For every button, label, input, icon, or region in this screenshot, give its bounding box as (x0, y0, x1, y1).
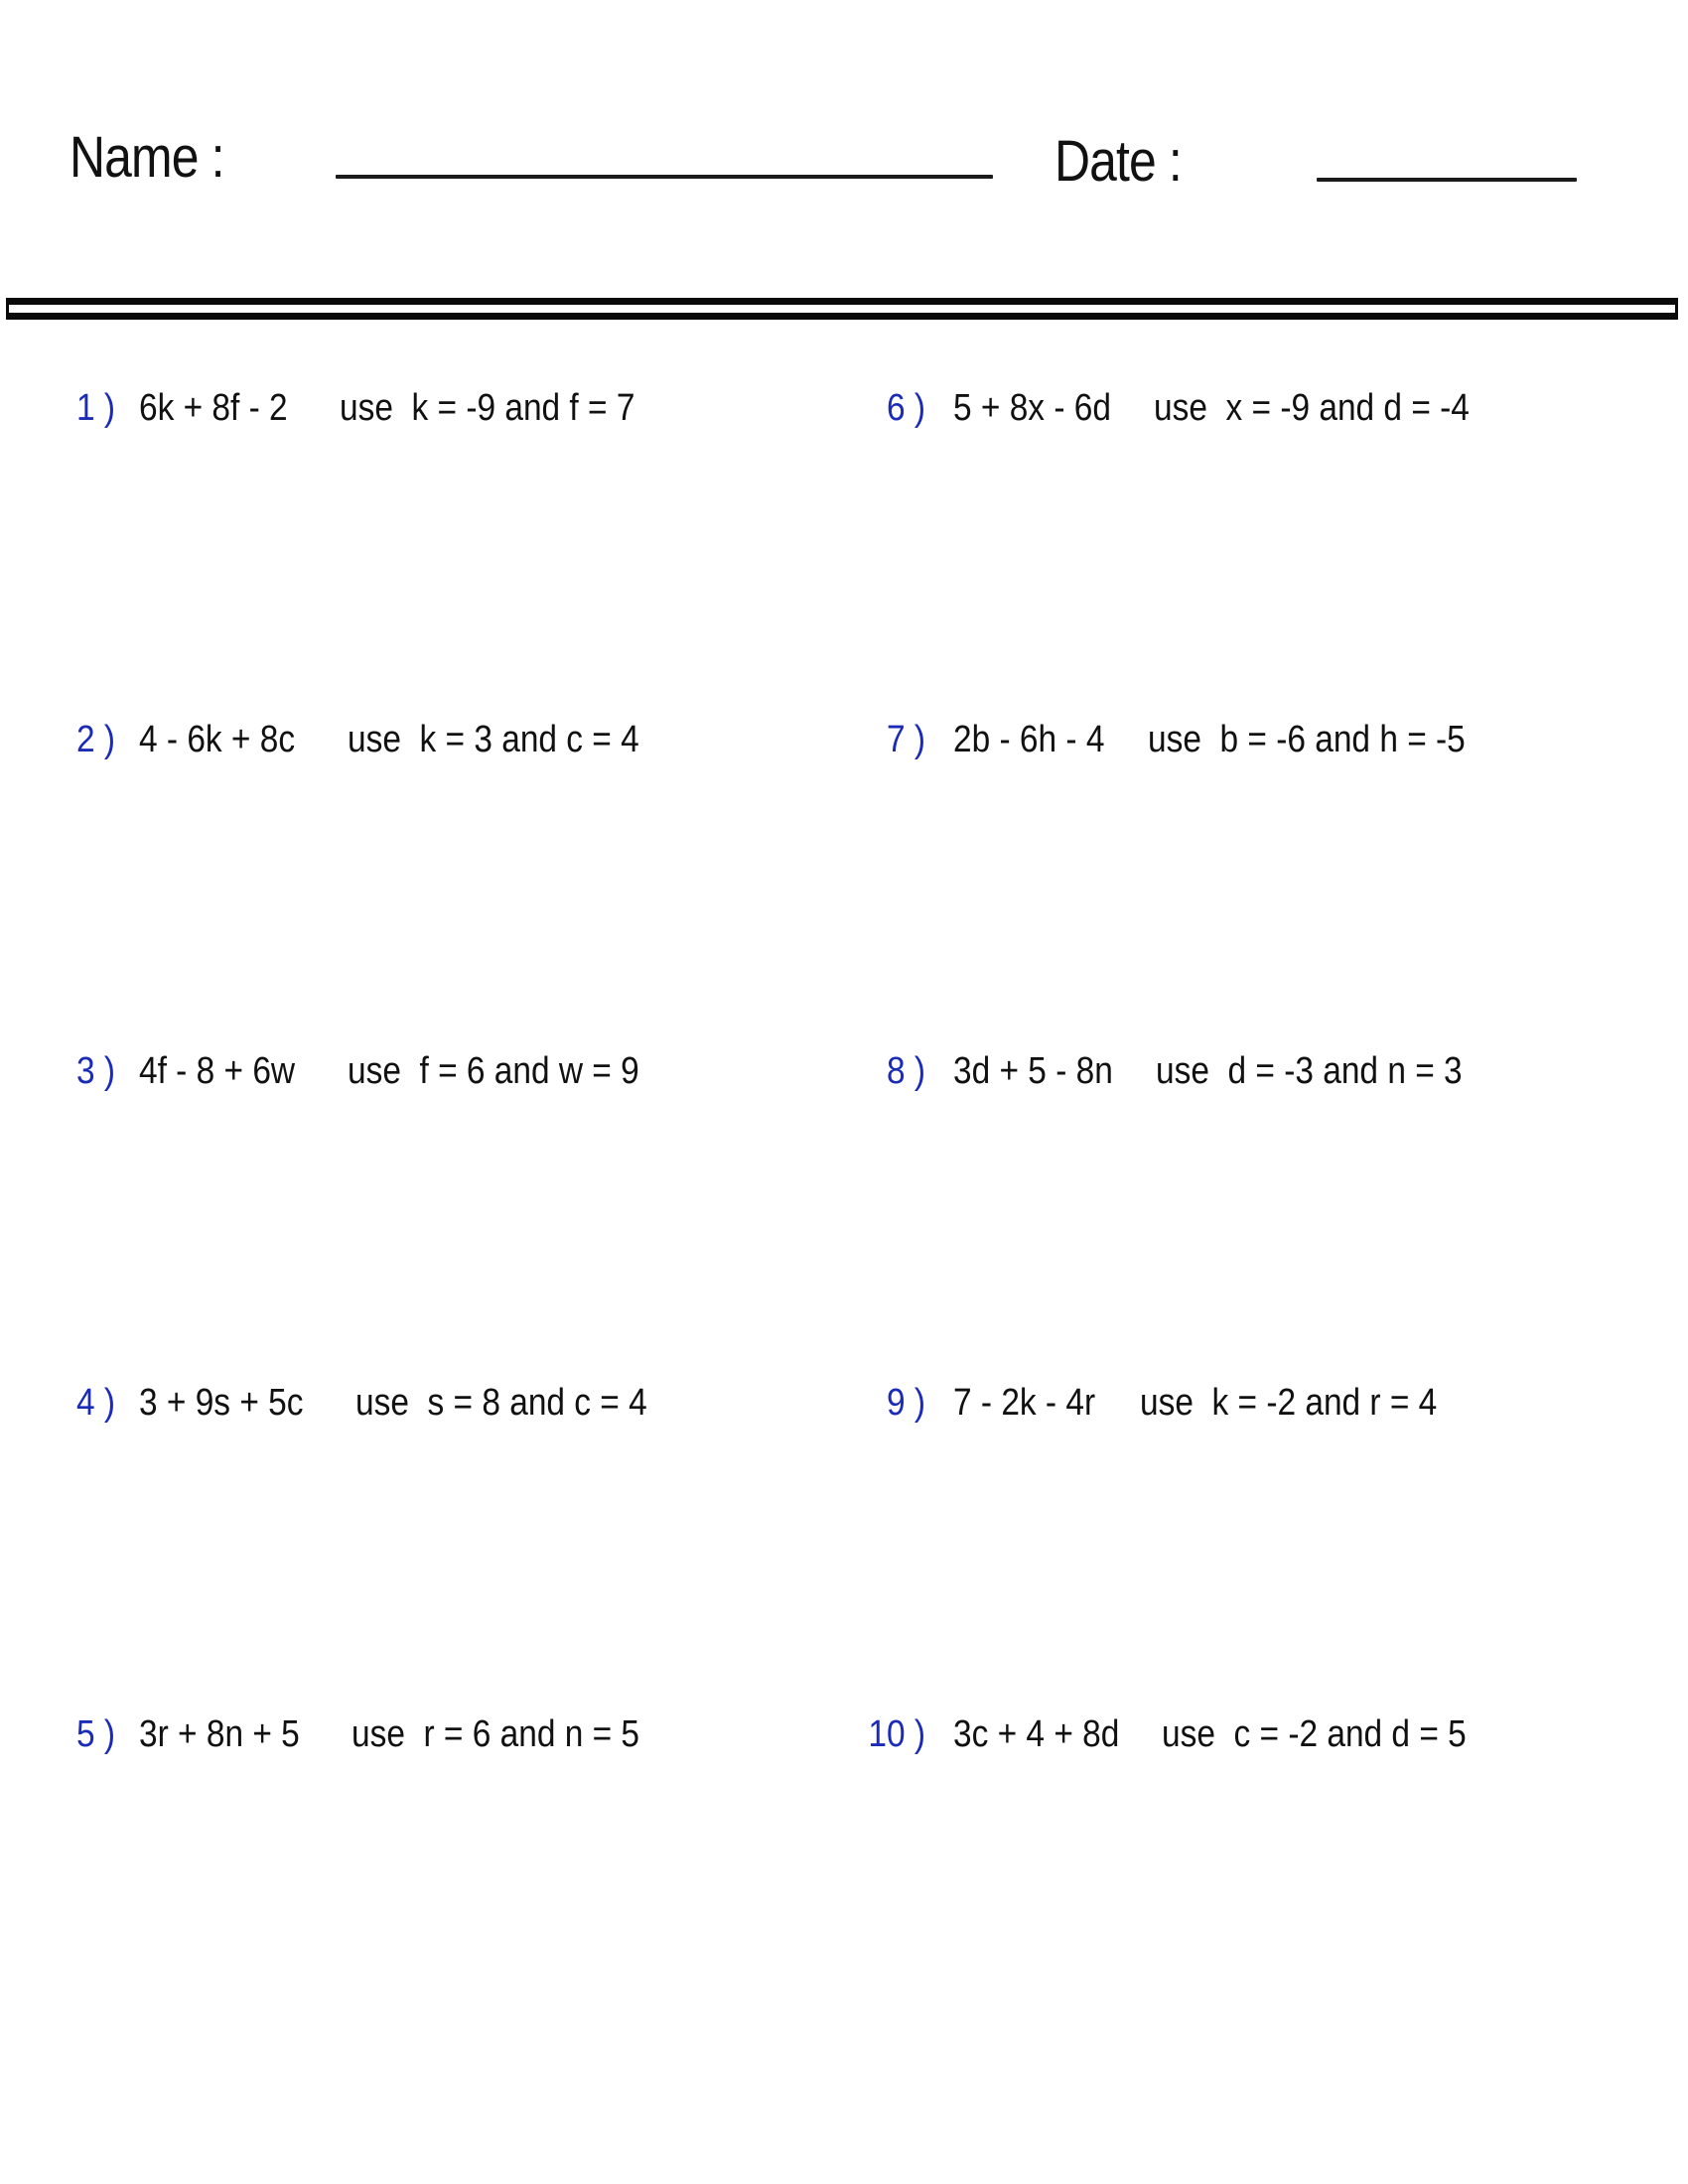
problem-6 (856, 389, 1512, 427)
problem-number: 10 ) (868, 1713, 925, 1755)
problem-10 (856, 1715, 1508, 1753)
problem-number: 7 ) (886, 719, 925, 760)
date-label: Date : (1055, 129, 1182, 194)
problem-instruction: use b = -6 and h = -5 (1148, 719, 1466, 760)
problem-expression: 3c + 4 + 8d (953, 1713, 1120, 1755)
problem-expression: 6k + 8f - 2 (139, 387, 288, 429)
problem-number: 3 ) (75, 1050, 115, 1092)
problem-expression: 7 - 2k - 4r (953, 1382, 1096, 1424)
problem-expression: 3r + 8n + 5 (139, 1713, 300, 1755)
problem-1 (62, 389, 675, 427)
problem-number: 5 ) (75, 1713, 115, 1755)
problem-2 (62, 721, 679, 758)
problem-4 (62, 1384, 687, 1422)
problem-expression: 3 + 9s + 5c (139, 1382, 304, 1424)
problem-expression: 4f - 8 + 6w (139, 1050, 296, 1092)
double-rule-divider (6, 298, 1678, 320)
problem-9 (856, 1384, 1477, 1422)
problem-instruction: use r = 6 and n = 5 (352, 1713, 640, 1755)
name-blank-line[interactable] (336, 175, 993, 179)
problem-number: 2 ) (75, 719, 115, 760)
problem-instruction: use k = 3 and c = 4 (348, 719, 639, 760)
date-blank-line[interactable] (1317, 178, 1577, 182)
problem-expression: 4 - 6k + 8c (139, 719, 296, 760)
problem-instruction: use c = -2 and d = 5 (1162, 1713, 1467, 1755)
problem-5 (62, 1715, 679, 1753)
problem-number: 6 ) (886, 387, 925, 429)
problem-instruction: use x = -9 and d = -4 (1154, 387, 1470, 429)
problem-expression: 2b - 6h - 4 (953, 719, 1105, 760)
problem-instruction: use d = -3 and n = 3 (1156, 1050, 1463, 1092)
problem-instruction: use s = 8 and c = 4 (355, 1382, 647, 1424)
problem-instruction: use f = 6 and w = 9 (348, 1050, 639, 1092)
problem-expression: 3d + 5 - 8n (953, 1050, 1113, 1092)
name-label: Name : (70, 125, 224, 190)
problem-expression: 5 + 8x - 6d (953, 387, 1111, 429)
problem-instruction: use k = -9 and f = 7 (340, 387, 635, 429)
problem-3 (62, 1052, 679, 1090)
problem-7 (856, 721, 1508, 758)
problem-8 (856, 1052, 1504, 1090)
problem-instruction: use k = -2 and r = 4 (1140, 1382, 1438, 1424)
problem-number: 9 ) (886, 1382, 925, 1424)
problem-number: 8 ) (886, 1050, 925, 1092)
problem-number: 4 ) (75, 1382, 115, 1424)
problem-number: 1 ) (75, 387, 115, 429)
